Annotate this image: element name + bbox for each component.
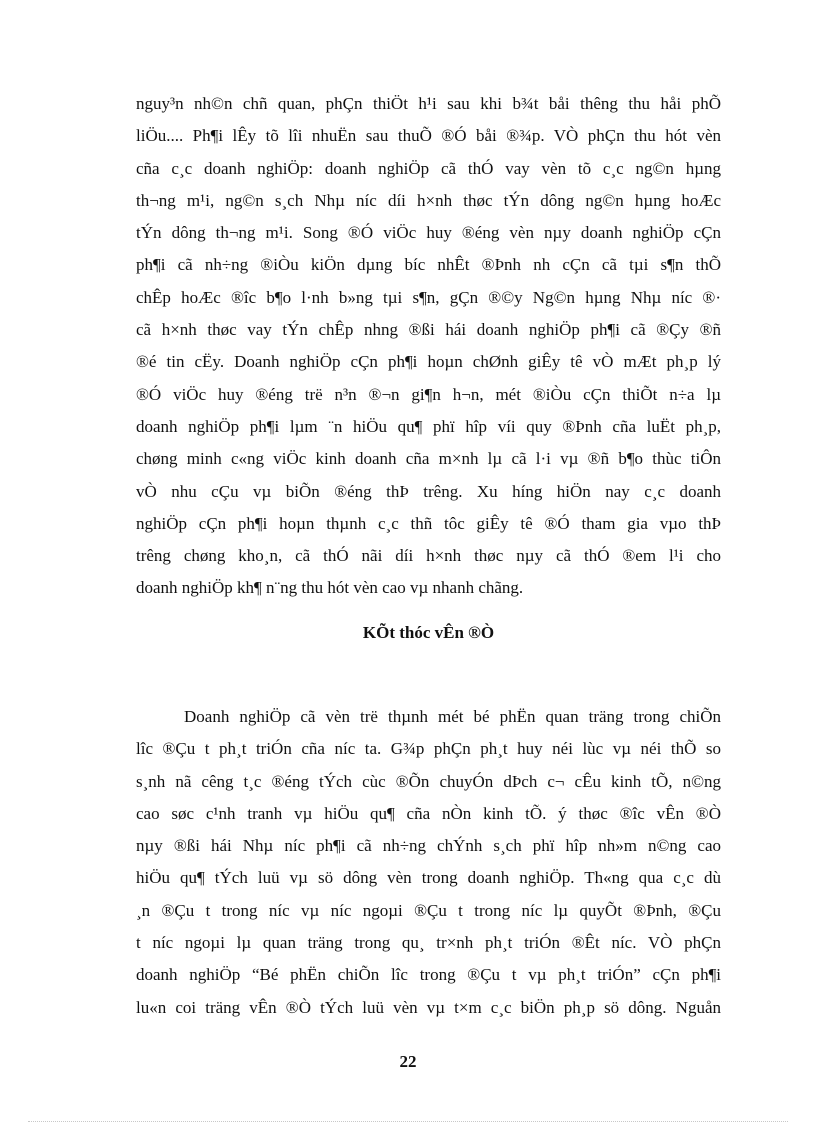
text-line: doanh nghiÖp kh¶ n¨ng thu hót vèn cao vµ nhanh chãng.	[136, 578, 524, 598]
text-line: cao søc c¹nh tranh vµ hiÖu qu¶ cña nÒn kinh tÕ. ý thøc ®îc vÊn ®Ò	[136, 803, 721, 823]
section-heading: KÕt thóc vÊn ®Ò	[362, 623, 495, 642]
text-line: Doanh nghiÖp cã vèn trë thµnh mét bé phËn quan träng trong chiÕn	[184, 707, 721, 726]
text-line: ®Ó viÖc huy ®éng trë n³n ®¬n gi¶n h¬n, mét ®iÒu cÇn thiÕt n÷a lµ	[136, 384, 721, 404]
text-line: tÝn dông th¬ng m¹i. Song ®Ó viÖc huy ®éng vèn nµy doanh nghiÖp cÇn	[136, 223, 721, 243]
text-line: s¸nh nã cêng t¸c ®éng tÝch cùc ®Õn chuyÓn dÞch c¬ cÊu kinh tÕ, n©ng	[136, 771, 721, 791]
paragraph-2	[136, 701, 721, 1024]
text-line: nµy ®ßi hái Nhµ níc ph¶i cã nh÷ng chÝnh s¸ch phï hîp nh»m n©ng cao	[136, 836, 721, 856]
text-line: t níc ngoµi lµ quan träng trong qu¸ tr×nh ph¸t triÓn ®Êt níc. VÒ phÇn	[136, 933, 721, 953]
page-number: 22	[399, 1052, 417, 1071]
text-line: nguy³n nh©n chñ quan, phÇn thiÖt h¹i sau khi b¾t båi thêng thu håi phÕ	[136, 94, 721, 113]
text-line: ®é tin cËy. Doanh nghiÖp cÇn ph¶i hoµn chØnh giÊy tê vÒ mÆt ph¸p lý	[136, 352, 721, 372]
text-line: cã h×nh thøc vay tÝn chÊp nhng ®ßi hái doanh nghiÖp ph¶i cã ®Çy ®ñ	[136, 320, 721, 340]
paragraph-1	[136, 88, 721, 605]
text-line: cña c¸c doanh nghiÖp: doanh nghiÖp cã thÓ vay vèn tõ c¸c ng©n hµng	[136, 158, 721, 178]
text-line: ¸n ®Çu t trong níc vµ níc ngoµi ®Çu t trong níc lµ quyÕt ®Þnh, ®Çu	[136, 900, 721, 920]
text-line: nghiÖp cÇn ph¶i hoµn thµnh c¸c thñ tôc giÊy tê ®Ó tham gia vµo thÞ	[136, 513, 721, 533]
text-line: liÖu.... Ph¶i lÊy tõ lîi nhuËn sau thuÕ ®Ó båi ®¾p. VÒ phÇn thu hót vèn	[136, 126, 721, 146]
text-line: chøng minh c«ng viÖc kinh doanh cña m×nh lµ cã l·i vµ ®ñ b¶o thùc tiÔn	[136, 449, 721, 469]
text-line: trêng chøng kho¸n, cã thÓ nãi díi h×nh thøc nµy cã thÓ ®em l¹i cho	[136, 546, 721, 566]
text-line: hiÖu qu¶ tÝch luü vµ sö dông vèn trong doanh nghiÖp. Th«ng qua c¸c dù	[136, 868, 721, 888]
text-line: doanh nghiÖp “Bé phËn chiÕn lîc trong ®Çu t vµ ph¸t triÓn” cÇn ph¶i	[136, 965, 721, 985]
text-line: vÒ nhu cÇu vµ biÕn ®éng thÞ trêng. Xu híng hiÖn nay c¸c doanh	[136, 481, 721, 501]
text-line: lu«n coi träng vÊn ®Ò tÝch luü vèn vµ t×m c¸c biÖn ph¸p sö dông. Nguån	[136, 997, 721, 1017]
text-line: ph¶i cã nh÷ng ®iÒu kiÖn dµng bíc nhÊt ®Þnh nh cÇn cã tµi s¶n thÕ	[136, 255, 721, 275]
text-line: doanh nghiÖp ph¶i lµm ¨n hiÖu qu¶ phï hîp víi quy ®Þnh cña luËt ph¸p,	[136, 416, 721, 436]
text-line: lîc ®Çu t ph¸t triÓn cña níc ta. G¾p phÇn ph¸t huy néi lùc vµ néi thÕ so	[136, 739, 721, 759]
text-line: th¬ng m¹i, ng©n s¸ch Nhµ níc díi h×nh thøc tÝn dông ng©n hµng hoÆc	[136, 190, 721, 210]
text-line: chÊp hoÆc ®îc b¶o l·nh b»ng tµi s¶n, gÇn ®©y Ng©n hµng Nhµ níc ®·	[136, 287, 721, 307]
footer-divider	[28, 1121, 788, 1122]
